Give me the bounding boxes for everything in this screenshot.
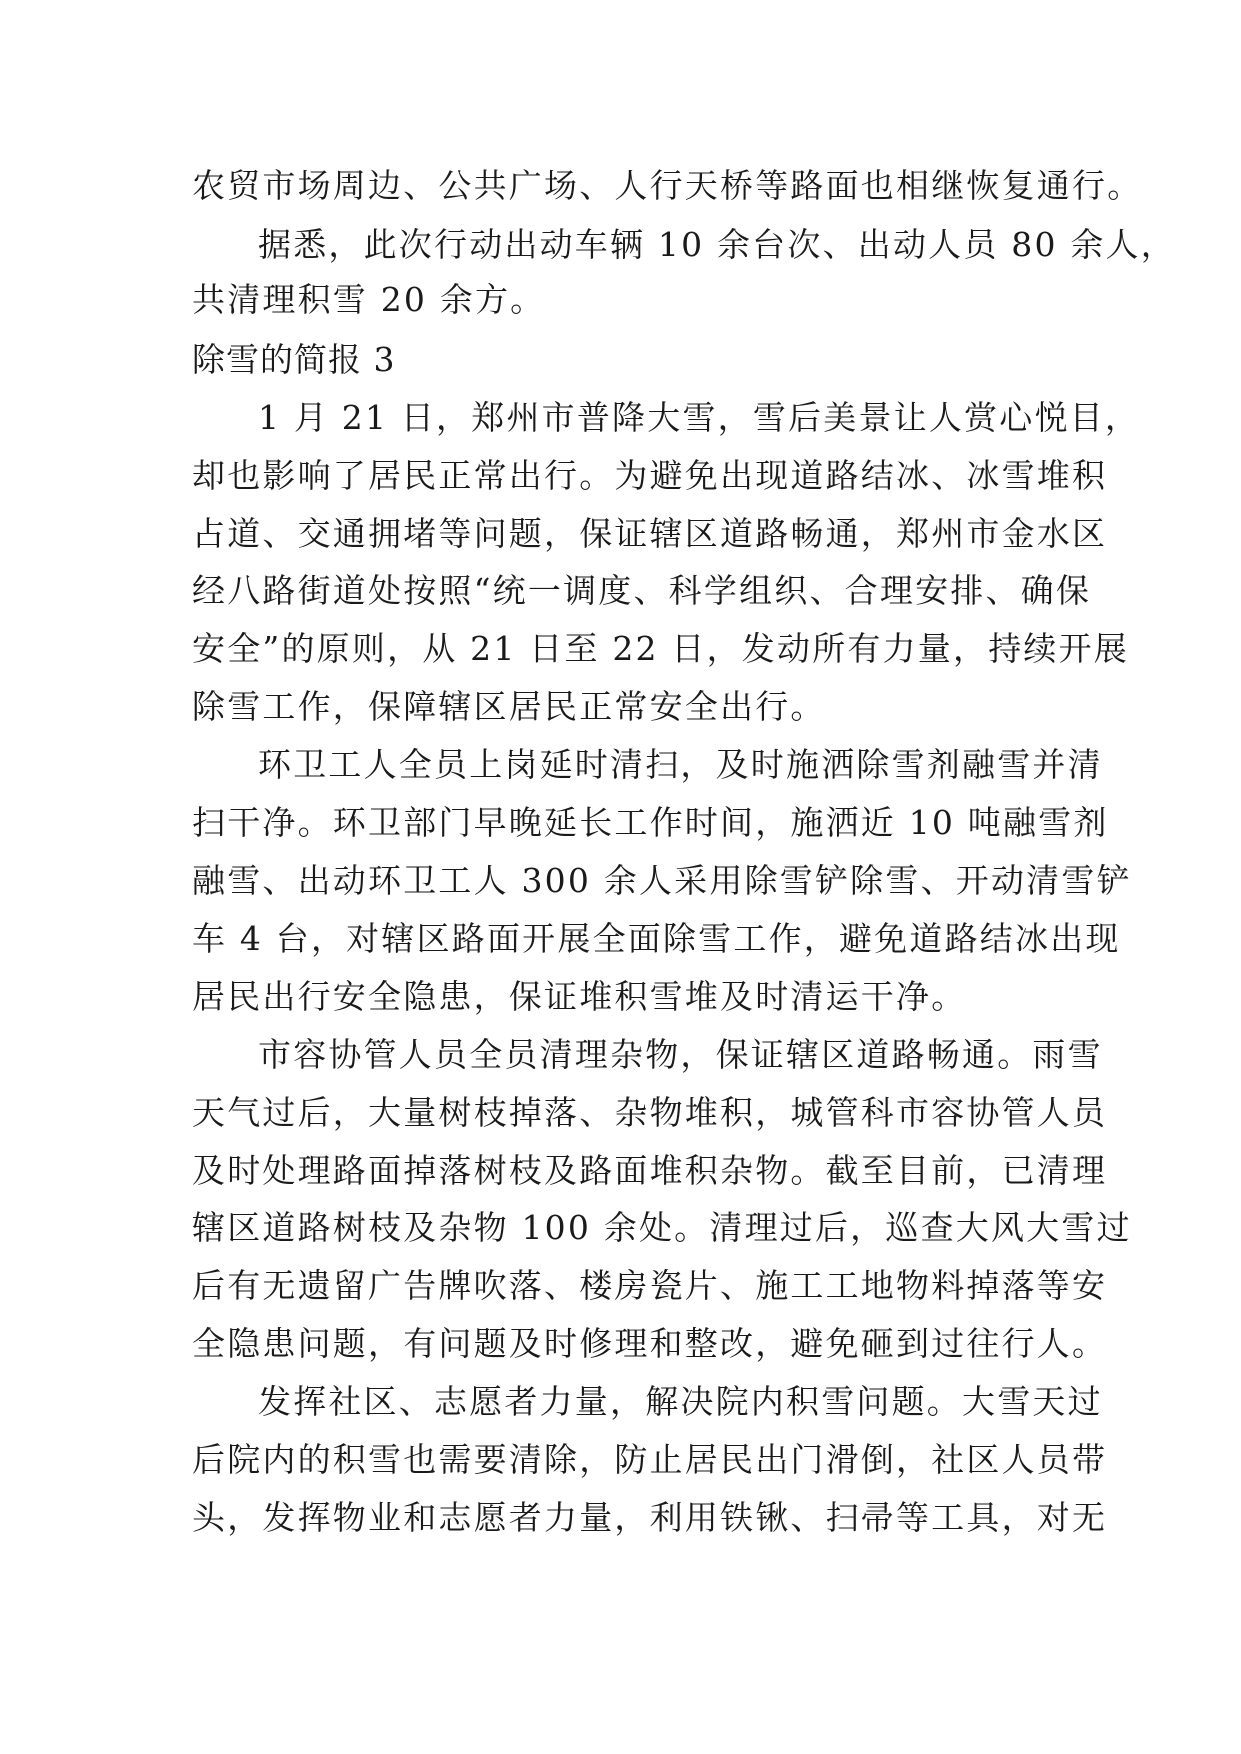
text-line: 头，发挥物业和志愿者力量，利用铁锹、扫帚等工具，对无 xyxy=(192,1498,1108,1537)
text-line: 全隐患问题，有问题及时修理和整改，避免砸到过往行人。 xyxy=(192,1324,1108,1363)
text-line: 天气过后，大量树枝掉落、杂物堆积，城管科市容协管人员 xyxy=(192,1093,1108,1132)
text-line: 发挥社区、志愿者力量，解决院内积雪问题。大雪天过 xyxy=(258,1382,1103,1421)
text-line: 1 月 21 日，郑州市普降大雪，雪后美景让人赏心悦目， xyxy=(258,398,1141,437)
text-line: 辖区道路树枝及杂物 100 余处。清理过后，巡查大风大雪过 xyxy=(192,1208,1132,1247)
text-line: 环卫工人全员上岗延时清扫，及时施洒除雪剂融雪并清 xyxy=(258,745,1103,784)
text-line: 占道、交通拥堵等问题，保证辖区道路畅通，郑州市金水区 xyxy=(192,514,1108,553)
text-line: 后院内的积雪也需要清除，防止居民出门滑倒，社区人员带 xyxy=(192,1440,1108,1479)
text-line: 扫干净。环卫部门早晚延长工作时间，施洒近 10 吨融雪剂 xyxy=(192,803,1109,842)
text-line: 除雪工作，保障辖区居民正常安全出行。 xyxy=(192,687,826,726)
text-line: 车 4 台，对辖区路面开展全面除雪工作，避免道路结冰出现 xyxy=(192,919,1121,958)
text-line: 融雪、出动环卫工人 300 余人采用除雪铲除雪、开动清雪铲 xyxy=(192,861,1132,900)
text-line: 农贸市场周边、公共广场、人行天桥等路面也相继恢复通行。 xyxy=(192,166,1143,205)
text-line: 共清理积雪 20 余方。 xyxy=(192,280,546,319)
section-heading: 除雪的简报 3 xyxy=(192,340,396,379)
text-line: 据悉，此次行动出动车辆 10 余台次、出动人员 80 余人， xyxy=(258,225,1176,264)
text-line: 却也影响了居民正常出行。为避免出现道路结冰、冰雪堆积 xyxy=(192,456,1108,495)
text-line: 后有无遗留广告牌吹落、楼房瓷片、施工工地物料掉落等安 xyxy=(192,1266,1108,1305)
text-line: 安全”的原则，从 21 日至 22 日，发动所有力量，持续开展 xyxy=(192,629,1130,668)
text-line: 及时处理路面掉落树枝及路面堆积杂物。截至目前，已清理 xyxy=(192,1151,1108,1190)
text-line: 市容协管人员全员清理杂物，保证辖区道路畅通。雨雪 xyxy=(258,1035,1103,1074)
text-line: 经八路街道处按照“统一调度、科学组织、合理安排、确保 xyxy=(192,571,1092,610)
text-line: 居民出行安全隐患，保证堆积雪堆及时清运干净。 xyxy=(192,977,967,1016)
